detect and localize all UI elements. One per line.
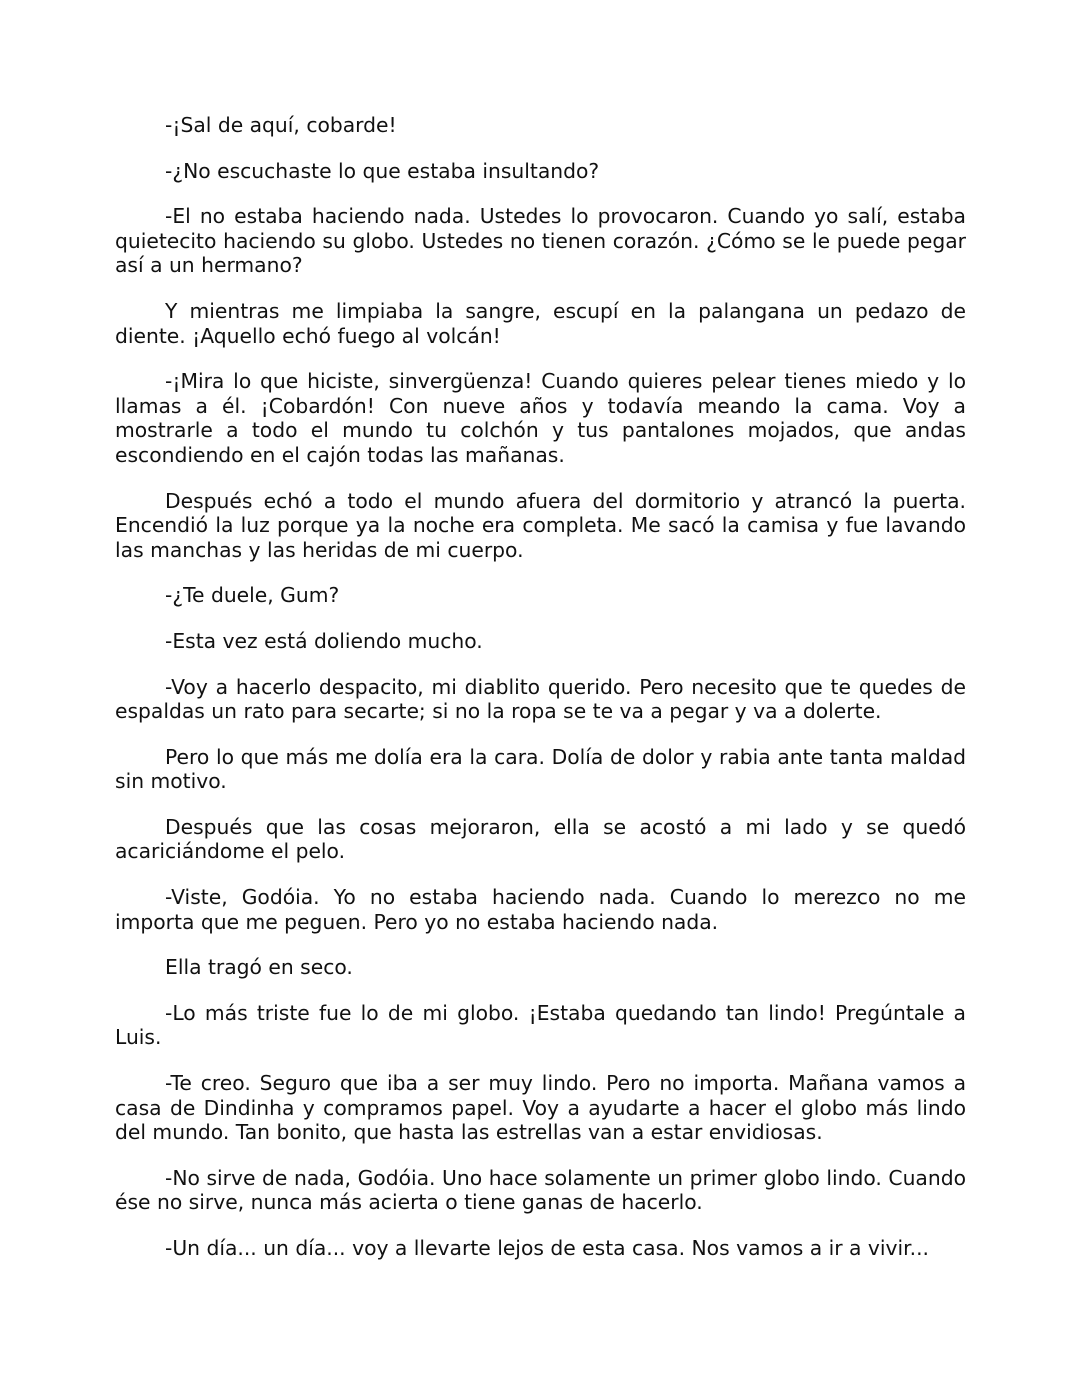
paragraph-16: -No sirve de nada, Godóia. Uno hace solamente un primer globo lindo. Cuando ése no sirve, nunca más acierta o tiene ganas de hacerlo. [115,1165,966,1215]
paragraph-5: -¡Mira lo que hiciste, sinvergüenza! Cuando quieres pelear tienes miedo y lo llamas a él. ¡Cobardón! Con nueve años y todavía meando la cama. Voy a mostrarle a todo el mundo tu colchón y tus pantalones mojados, que andas escondiendo en el cajón todas las mañanas. [115,369,966,467]
paragraph-15: -Te creo. Seguro que iba a ser muy lindo. Pero no importa. Mañana vamos a casa de Dindinha y compramos papel. Voy a ayudarte a hacer el globo más lindo del mundo. Tan bonito, que hasta las estrellas van a estar envidiosas. [115,1071,966,1145]
paragraph-12: -Viste, Godóia. Yo no estaba haciendo nada. Cuando lo merezco no me importa que me peguen. Pero yo no estaba haciendo nada. [115,885,966,934]
paragraph-4: Y mientras me limpiaba la sangre, escupí en la palangana un pedazo de diente. ¡Aquello echó fuego al volcán! [115,298,966,348]
paragraph-6: Después echó a todo el mundo afuera del dormitorio y atrancó la puerta. Encendió la luz porque ya la noche era completa. Me sacó la camisa y fue lavando las manchas y las heridas de mi cuerpo. [115,488,966,562]
paragraph-14: -Lo más triste fue lo de mi globo. ¡Estaba quedando tan lindo! Pregúntale a Luis. [115,1000,966,1050]
paragraph-11: Después que las cosas mejoraron, ella se acostó a mi lado y se quedó acariciándome el pelo. [115,814,966,864]
paragraph-17: -Un día... un día... voy a llevarte lejos de esta casa. Nos vamos a ir a vivir... [165,1236,929,1260]
paragraph-13: Ella tragó en seco. [165,955,353,980]
paragraph-10: Pero lo que más me dolía era la cara. Dolía de dolor y rabia ante tanta maldad sin motivo. [115,744,966,794]
document-page [115,113,966,1261]
paragraph-1: -¡Sal de aquí, cobarde! [165,113,397,137]
paragraph-3: -El no estaba haciendo nada. Ustedes lo provocaron. Cuando yo salí, estaba quietecito haciendo su globo. Ustedes no tienen corazón. ¿Cómo se le puede pegar así a un hermano? [115,204,966,278]
paragraph-8: -Esta vez está doliendo mucho. [165,628,483,653]
paragraph-7: -¿Te duele, Gum? [165,583,340,608]
paragraph-2: -¿No escuchaste lo que estaba insultando? [165,158,600,183]
paragraph-9: -Voy a hacerlo despacito, mi diablito querido. Pero necesito que te quedes de espaldas un rato para secarte; si no la ropa se te va a pegar y va a dolerte. [115,674,966,724]
